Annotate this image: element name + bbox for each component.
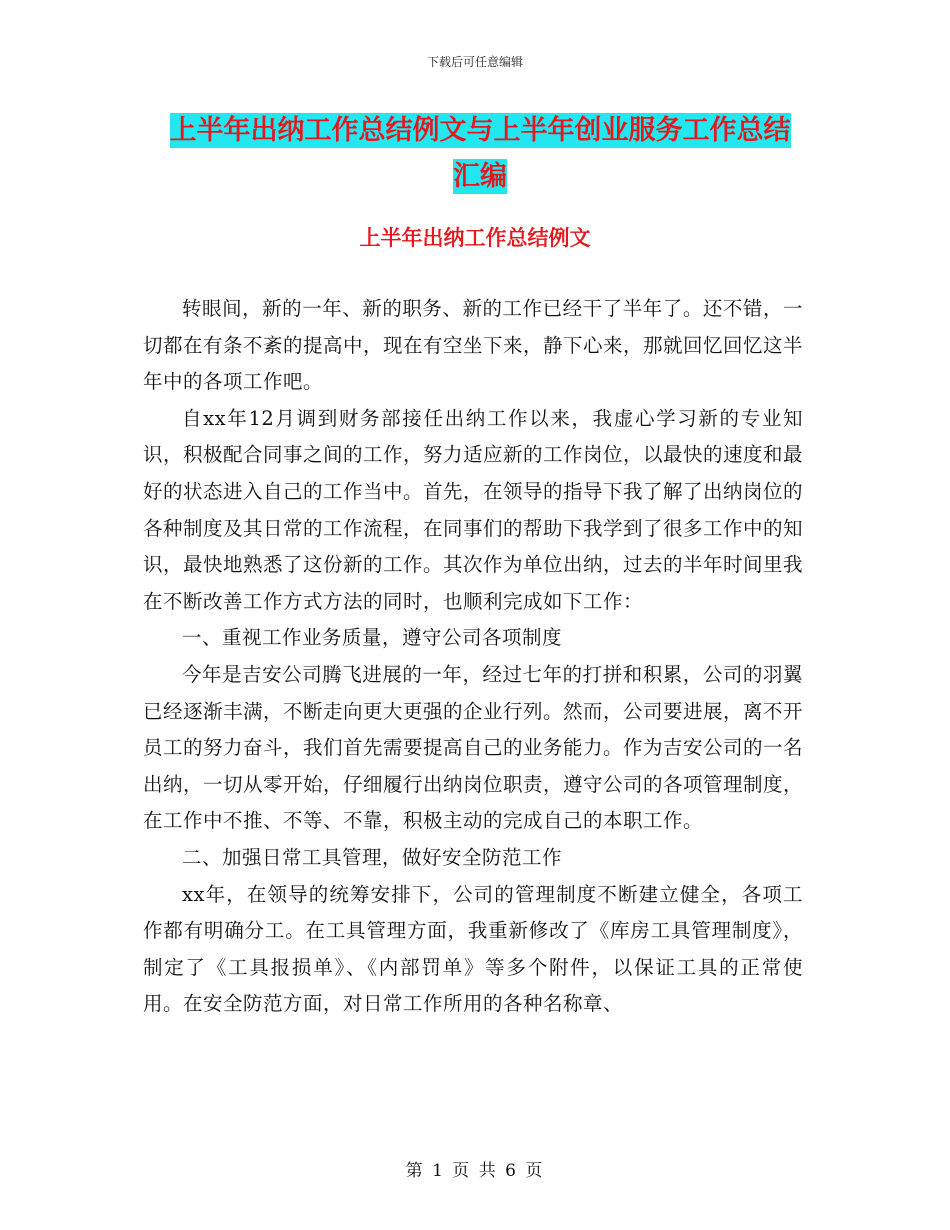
subheading: 一、重视工作业务质量，遵守公司各项制度 <box>182 626 563 650</box>
paragraph: 转眼间，新的一年、新的职务、新的工作已经干了半年了。还不错，一切都在有条不紊的提高中，现在有空坐下来，静下心来，那就回忆回忆这半年中的各项工作吧。 <box>143 297 804 394</box>
document-body <box>143 291 803 1023</box>
document-title-line1: 上半年出纳工作总结例文与上半年创业服务工作总结 <box>169 115 791 146</box>
page-number-footer: 第 1 页 共 6 页 <box>405 1161 545 1181</box>
subheading: 二、加强日常工具管理，做好安全防范工作 <box>182 845 563 869</box>
document-title <box>150 108 810 200</box>
header-note: 下载后可任意编辑 <box>426 55 523 69</box>
document-title-line2: 汇编 <box>453 161 507 192</box>
paragraph: 自xx年12月调到财务部接任出纳工作以来，我虚心学习新的专业知识，积极配合同事之间的工作，努力适应新的工作岗位，以最快的速度和最好的状态进入自己的工作当中。首先，在领导的指导下我了解了出纳岗位的各种制度及其日常的工作流程，在同事们的帮助下我学到了很多工作中的知识，最快地熟悉了这份新的工作。其次作为单位出纳，过去的半年时间里我在不断改善工作方式方法的同时，也顺利完成如下工作： <box>143 406 804 613</box>
section-title: 上半年出纳工作总结例文 <box>359 226 591 250</box>
paragraph: 今年是吉安公司腾飞进展的一年，经过七年的打拼和积累，公司的羽翼已经逐渐丰满，不断走向更大更强的企业行列。然而，公司要进展，离不开员工的努力奋斗，我们首先需要提高自己的业务能力。作为吉安公司的一名出纳，一切从零开始，仔细履行出纳岗位职责，遵守公司的各项管理制度，在工作中不推、不等、不靠，积极主动的完成自己的本职工作。 <box>143 662 804 833</box>
paragraph: xx年，在领导的统筹安排下，公司的管理制度不断建立健全，各项工作都有明确分工。在工具管理方面，我重新修改了《库房工具管理制度》，制定了《工具报损单》、《内部罚单》等多个附件，以保证工具的正常使用。在安全防范方面，对日常工作所用的各种名称章、 <box>143 882 803 1016</box>
